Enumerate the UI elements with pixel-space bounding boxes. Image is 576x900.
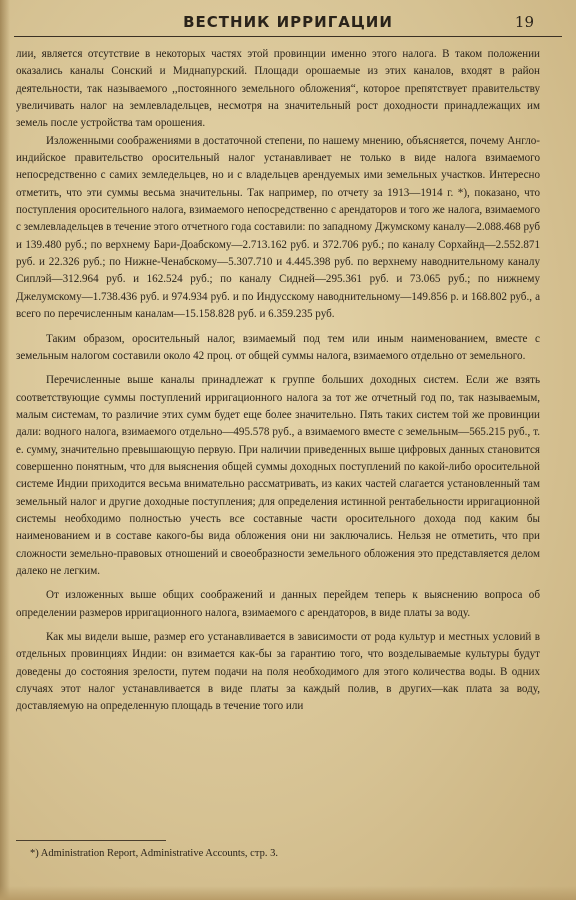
page-shadow-bottom [0, 886, 576, 900]
paragraph: Как мы видели выше, размер его устанавливается в зависимости от рода культур и местных условий в отдельных провинциях Индии: он взимается как-бы за гарантию того, что возделываемые культуры будут доведены до состояния зрелости, путем подачи на поля необходимого для этого количества воды. В одних случаях этот налог устанавливается в виде платы за каждый полив, в других—как плата за воду, доставляемую на определенную площадь в течение того или [16, 631, 540, 713]
body-text [16, 46, 540, 716]
paragraph: Таким образом, оросительный налог, взимаемый под тем или иным наименованием, вместе с земельным налогом составили около 42 проц. от общей суммы налога, взимаемого отдельно от земельного. [16, 332, 540, 362]
paragraph: Изложенными соображениями в достаточной степени, по нашему мнению, объясняется, почему Англо-индийское правительство оросительный налог устанавливает не только в виде налога взимаемого непосредственно с самих земледельцев, но и с владельцев арендуемых ими земельных участков. Интересно отметить, что эти суммы весьма значительны. Так например, по отчету за 1913—1914 г. *), показано, что поступления оросительного налога, взимаемого непосредственно с арендаторов и того же налога, взимаемого с землевладельцев в течение этого отчетного года составили: по западному Джумскому каналу—2.088.468 руб и 139.480 руб.; по верхнему Бари-Доабскому—2.713.162 руб. и 372.706 руб.; по каналу Сорхайнд—2.552.871 руб. и 22.326 руб.; по Нижне-Ченабскому—5.307.710 и 4.445.398 руб. по верхнему наводнительному каналу Сиплэй—312.964 руб. и 162.524 руб.; по каналу Сидней—295.361 руб. и 73.065 руб.; по нижнему Джелумскому—1.738.436 руб. и 974.934 руб. и по Индусскому наводнительному—149.856 р. и 168.802 руб., а всего по перечисленным каналам—15.158.828 руб. и 6.359.235 руб. [16, 134, 540, 321]
paragraph: От изложенных выше общих соображений и данных перейдем теперь к выяснению вопроса об определении размеров ирригационного налога, взимаемого с арендаторов, в виде платы за воду. [16, 589, 540, 619]
footnote: *) Administration Report, Administrative Accounts, стр. 3. [30, 848, 278, 859]
running-header [14, 10, 562, 37]
footnote-divider [16, 840, 166, 841]
journal-title: ВЕСТНИК ИРРИГАЦИИ [183, 13, 393, 31]
page-number: 19 [514, 13, 534, 31]
paragraph: Перечисленные выше каналы принадлежат к группе больших доходных систем. Если же взять соответствующие суммы поступлений ирригационного налога за тот же отчетный год по, так называемым, малым системам, то различие этих сумм будет еще более значительно. Пять таких систем той же провинции дали: водного налога, взимаемого отдельно—495.578 руб., а взимаемого вместе с земельным—565.215 руб., т. е. сумму, значительно превышающую первую. При наличии приведенных выше цифровых данных становится совершенно понятным, что для выяснения общей суммы доходных поступлений по какой-либо оросительной системе Индии приходится весьма внимательно рассматривать, из каких частей слагается установленный там земельный налог и другие доходные поступления; для определения истинной рентабельности ирригационной системы необходимо полностью учесть все составные части оросительного дохода под каким бы наименованием и в составе какого-бы вида обложения они ни заключались. Нельзя не отметить, что при сложности земельно-правовых отношений и своеобразности земельного обложения это представляется делом далеко не легким. [16, 374, 540, 577]
paragraph-continuation: лии, является отсутствие в некоторых частях этой провинции именно этого налога. В таком положении оказались каналы Сонский и Миднапурский. Площади орошаемые из этих каналов, входят в район деятельности, так называемого ,,постоянного земельного обложения“, которое препятствует правительству увеличивать налог на землевладельцев, несмотря на значительный рост доходности принадлежащих им земель после устройства там орошения. [16, 48, 540, 130]
page-shadow-left [0, 0, 10, 900]
